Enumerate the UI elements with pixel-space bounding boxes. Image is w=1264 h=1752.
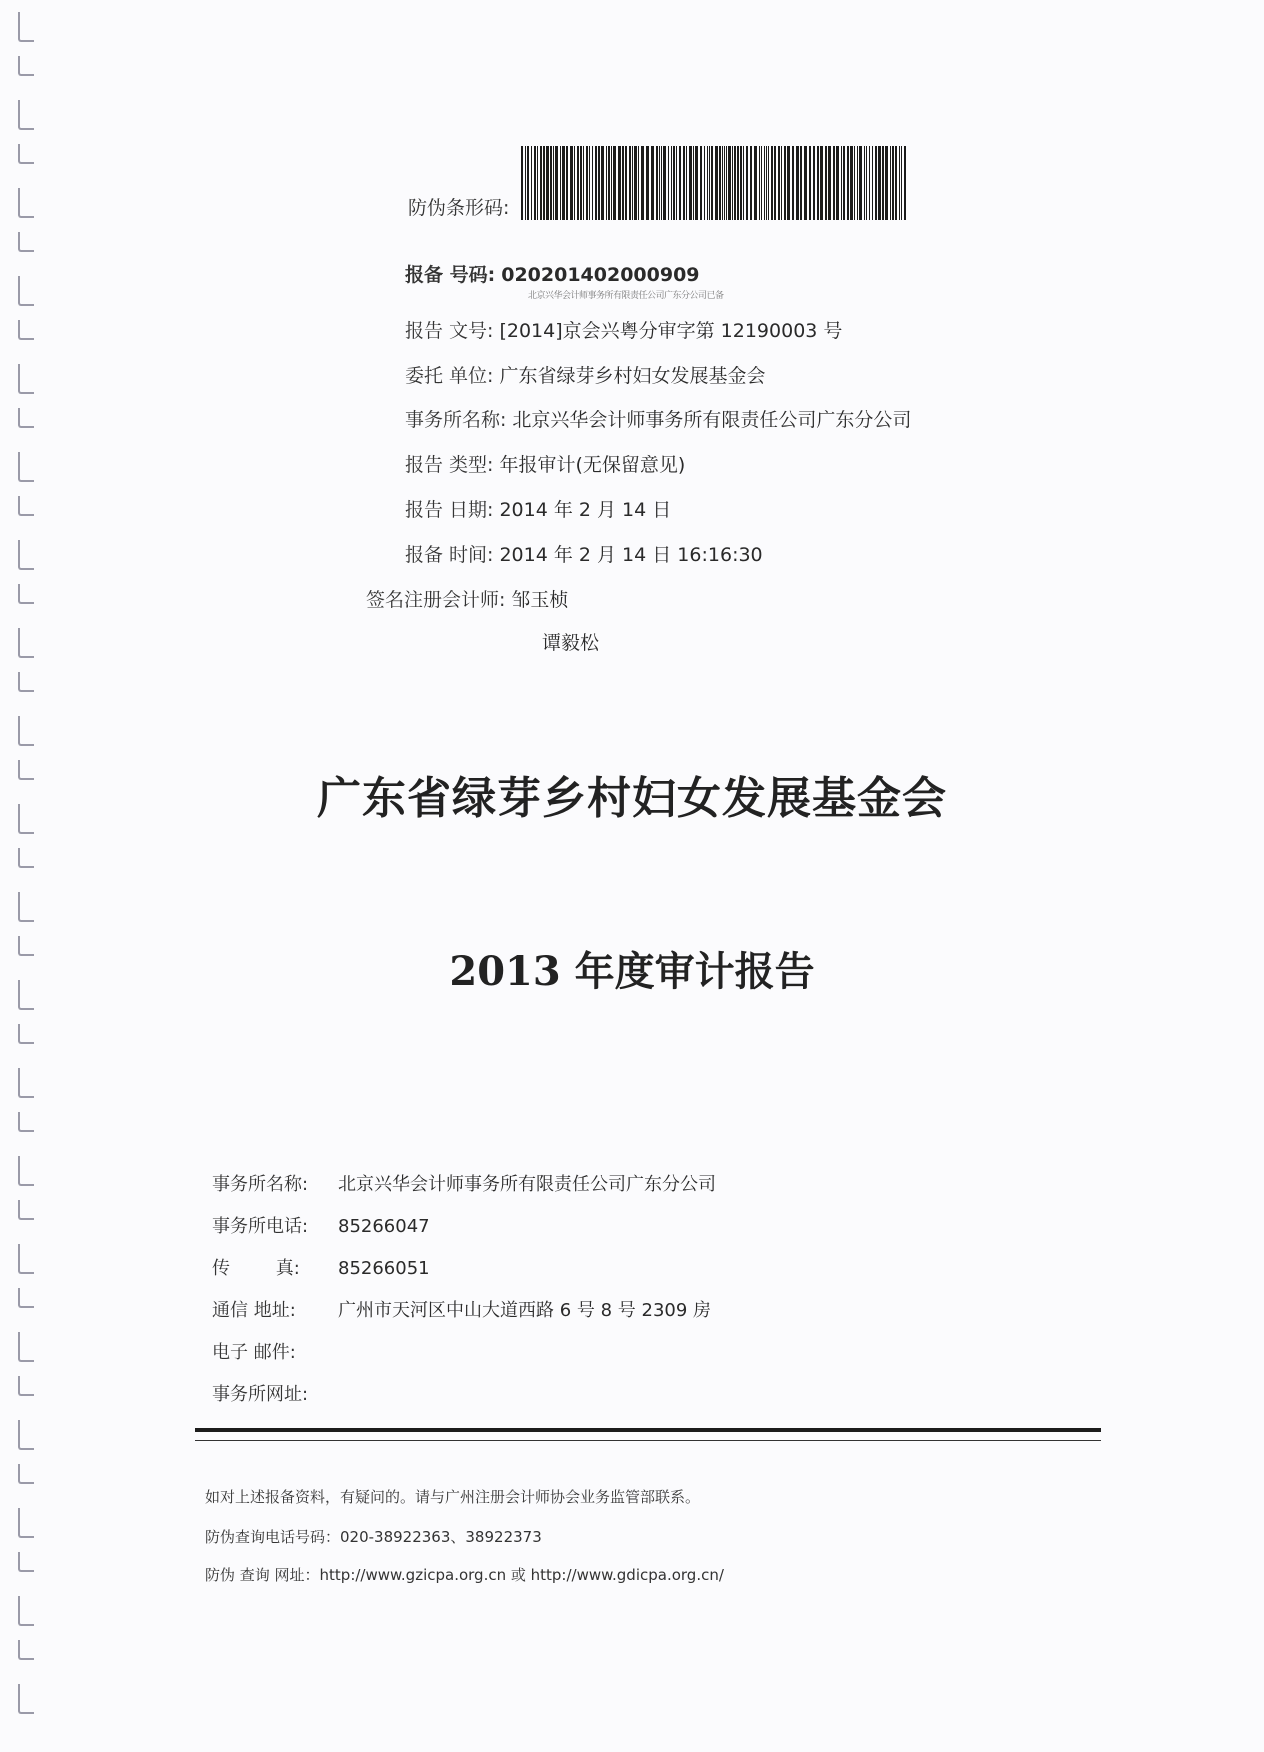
binding-hole	[18, 1420, 34, 1450]
barcode-bar	[580, 146, 582, 220]
barcode-bar	[651, 146, 654, 220]
contact-email-label: 电子 邮件:	[212, 1342, 296, 1363]
barcode-bar	[737, 146, 739, 220]
contact-phone-row	[212, 1212, 430, 1238]
barcode-bar	[754, 146, 757, 220]
contact-fax-label: 传 真:	[212, 1258, 300, 1279]
barcode-bar	[553, 146, 554, 220]
binding-hole	[18, 716, 34, 746]
binding-hole	[18, 1376, 34, 1396]
barcode-bar	[715, 146, 718, 220]
report-type-value: 年报审计(无保留意见)	[499, 454, 686, 476]
barcode-bar	[766, 146, 767, 220]
barcode-bar	[828, 146, 831, 220]
barcode-bar	[683, 146, 685, 220]
barcode-bar	[622, 146, 624, 220]
barcode-bar	[618, 146, 621, 220]
barcode-bar	[632, 146, 633, 220]
binding-hole	[18, 1068, 34, 1098]
binding-hole	[18, 188, 34, 218]
barcode-bar	[882, 146, 884, 220]
barcode-bar	[663, 146, 666, 220]
barcode-bar	[885, 146, 888, 220]
barcode-bar	[854, 146, 855, 220]
barcode-bar	[707, 146, 708, 220]
barcode-bar	[869, 146, 870, 220]
barcode-image	[519, 146, 909, 220]
contact-fax-value: 85266051	[338, 1258, 430, 1279]
contact-address-value: 广州市天河区中山大道西路 6 号 8 号 2309 房	[338, 1300, 712, 1321]
barcode-bar	[525, 146, 526, 220]
barcode-bar	[560, 146, 561, 220]
filing-number-row	[405, 260, 700, 287]
contact-firm-row	[212, 1170, 716, 1196]
barcode-bar	[768, 146, 769, 220]
report-number-value: [2014]京会兴粤分审字第 12190003 号	[499, 320, 843, 342]
barcode-bar	[577, 146, 579, 220]
signatory-2-row	[536, 628, 599, 655]
barcode-bar	[796, 146, 799, 220]
report-date-value: 2014 年 2 月 14 日	[499, 499, 672, 521]
barcode-bar	[709, 146, 710, 220]
barcode-bar	[671, 146, 672, 220]
divider-thin	[195, 1440, 1101, 1441]
filing-number-value: 020201402000909	[501, 264, 700, 286]
barcode-bar	[656, 146, 658, 220]
filing-number-label: 报备 号码:	[405, 264, 496, 286]
report-type-label: 报告 类型:	[405, 454, 494, 476]
binding-hole	[18, 408, 34, 428]
report-title: 2013 年度审计报告	[449, 948, 815, 995]
client-row	[405, 361, 765, 388]
report-number-row	[405, 316, 842, 343]
barcode-bar	[833, 146, 835, 220]
barcode-bar	[866, 146, 867, 220]
barcode-bar	[540, 146, 542, 220]
barcode-bar	[774, 146, 776, 220]
barcode-bar	[562, 146, 565, 220]
barcode-bar	[634, 146, 637, 220]
barcode-bar	[784, 146, 786, 220]
barcode-bar	[668, 146, 669, 220]
binding-hole	[18, 364, 34, 394]
signatory-1: 邹玉桢	[511, 589, 569, 611]
contact-firm-value: 北京兴华会计师事务所有限责任公司广东分公司	[338, 1174, 716, 1195]
barcode-bar	[625, 146, 627, 220]
binding-hole	[18, 848, 34, 868]
barcode-bar	[629, 146, 631, 220]
binding-hole	[18, 1200, 34, 1220]
binding-hole	[18, 144, 34, 164]
barcode-bar	[787, 146, 790, 220]
barcode-bar	[817, 146, 819, 220]
barcode-bar	[570, 146, 573, 220]
barcode-bar	[771, 146, 773, 220]
barcode-bar	[781, 146, 782, 220]
firm-name-value: 北京兴华会计师事务所有限责任公司广东分公司	[512, 409, 912, 431]
barcode-bar	[711, 146, 713, 220]
binding-hole	[18, 1684, 34, 1714]
barcode-bar	[740, 146, 742, 220]
binding-hole	[18, 672, 34, 692]
report-number-label: 报告 文号:	[405, 320, 494, 342]
contact-website-label: 事务所网址:	[212, 1384, 309, 1405]
binding-hole	[18, 1288, 34, 1308]
firm-name-label: 事务所名称:	[405, 409, 507, 431]
firm-name-row	[405, 405, 911, 432]
barcode-bar	[555, 146, 558, 220]
binding-hole	[18, 1024, 34, 1044]
binding-hole	[18, 1508, 34, 1538]
binding-holes	[18, 0, 38, 1752]
barcode-bar	[531, 146, 532, 220]
binding-hole	[18, 1464, 34, 1484]
report-type-row	[405, 450, 685, 477]
barcode-bar	[746, 146, 748, 220]
barcode-bar	[820, 146, 823, 220]
binding-hole	[18, 232, 34, 252]
filing-time-label: 报备 时间:	[405, 544, 494, 566]
binding-hole	[18, 584, 34, 604]
filing-time-row	[405, 540, 763, 567]
barcode-bar	[734, 146, 736, 220]
barcode-bar	[546, 146, 549, 220]
barcode-bar	[595, 146, 597, 220]
binding-hole	[18, 892, 34, 922]
barcode-bar	[864, 146, 865, 220]
signatories-row	[366, 585, 568, 612]
barcode-bar	[606, 146, 607, 220]
binding-hole	[18, 628, 34, 658]
barcode-bar	[641, 146, 644, 220]
barcode-bar	[693, 146, 694, 220]
barcode-bar	[586, 146, 588, 220]
client-value: 广东省绿芽乡村妇女发展基金会	[499, 365, 766, 387]
barcode-bar	[566, 146, 568, 220]
binding-hole	[18, 1332, 34, 1362]
barcode-bar	[676, 146, 677, 220]
binding-hole	[18, 452, 34, 482]
report-date-label: 报告 日期:	[405, 499, 494, 521]
barcode-bar	[686, 146, 687, 220]
barcode-bar	[895, 146, 897, 220]
barcode-bar	[689, 146, 692, 220]
barcode-bar	[778, 146, 780, 220]
binding-hole	[18, 540, 34, 570]
barcode-bar	[899, 146, 900, 220]
barcode-bar	[850, 146, 853, 220]
barcode-bar	[813, 146, 815, 220]
barcode-bar	[537, 146, 538, 220]
filing-time-value: 2014 年 2 月 14 日 16:16:30	[499, 544, 763, 566]
binding-hole	[18, 1156, 34, 1186]
barcode-bar	[847, 146, 849, 220]
signatories-label: 签名注册会计师:	[366, 589, 506, 611]
binding-hole	[18, 276, 34, 306]
contact-address-label: 通信 地址:	[212, 1300, 296, 1321]
barcode-bar	[613, 146, 616, 220]
barcode-bar	[726, 146, 727, 220]
contact-website-row	[212, 1380, 338, 1406]
barcode-bar	[583, 146, 584, 220]
binding-hole	[18, 1552, 34, 1572]
barcode-bar	[521, 146, 523, 220]
barcode-bar	[724, 146, 725, 220]
barcode-bar	[841, 146, 842, 220]
barcode-bar	[759, 146, 760, 220]
footer-inquiry-note: 如对上述报备资料，有疑问的。请与广州注册会计师协会业务监管部联系。	[205, 1488, 701, 1506]
barcode-bar	[892, 146, 894, 220]
barcode-bar	[673, 146, 675, 220]
barcode-bar	[700, 146, 702, 220]
barcode-bar	[608, 146, 610, 220]
barcode-bar	[875, 146, 877, 220]
barcode-bar	[804, 146, 807, 220]
barcode-bar	[857, 146, 858, 220]
barcode-row	[408, 146, 909, 220]
barcode-bar	[732, 146, 733, 220]
barcode-bar	[792, 146, 794, 220]
binding-hole	[18, 12, 34, 42]
barcode-bar	[825, 146, 827, 220]
contact-firm-label: 事务所名称:	[212, 1174, 309, 1195]
contact-fax-row	[212, 1254, 430, 1280]
barcode-bar	[704, 146, 705, 220]
barcode-bar	[843, 146, 845, 220]
footer-website: 防伪 查询 网址：http://www.gzicpa.org.cn 或 http://www.gdicpa.org.cn/	[205, 1566, 724, 1584]
barcode-bar	[878, 146, 881, 220]
barcode-bar	[890, 146, 891, 220]
client-label: 委托 单位:	[405, 365, 494, 387]
barcode-bar	[836, 146, 839, 220]
barcode-bar	[719, 146, 721, 220]
barcode-bar	[904, 146, 906, 220]
contact-email-row	[212, 1338, 338, 1364]
barcode-bar	[679, 146, 681, 220]
signatory-2: 谭毅松	[542, 632, 600, 654]
barcode-bar	[901, 146, 902, 220]
barcode-bar	[646, 146, 649, 220]
barcode-bar	[728, 146, 731, 220]
barcode-bar	[527, 146, 529, 220]
barcode-bar	[574, 146, 575, 220]
barcode-bar	[589, 146, 590, 220]
contact-phone-label: 事务所电话:	[212, 1216, 309, 1237]
footer-phone: 防伪查询电话号码：020-38922363、38922373	[205, 1528, 542, 1546]
barcode-bar	[722, 146, 723, 220]
barcode-bar	[872, 146, 873, 220]
barcode-bar	[534, 146, 536, 220]
barcode-bar	[550, 146, 552, 220]
barcode-bar	[659, 146, 660, 220]
binding-hole	[18, 100, 34, 130]
divider-thick	[195, 1428, 1101, 1432]
contact-phone-value: 85266047	[338, 1216, 430, 1237]
contact-address-row	[212, 1296, 711, 1322]
barcode-label: 防伪条形码:	[408, 197, 510, 219]
binding-hole	[18, 320, 34, 340]
barcode-bar	[800, 146, 802, 220]
barcode-bar	[638, 146, 639, 220]
filing-stamp-note: 北京兴华会计师事务所有限责任公司广东分公司已备	[528, 291, 724, 301]
barcode-bar	[761, 146, 762, 220]
barcode-bar	[764, 146, 765, 220]
barcode-bar	[601, 146, 604, 220]
barcode-bar	[598, 146, 600, 220]
organization-title: 广东省绿芽乡村妇女发展基金会	[317, 773, 947, 824]
binding-hole	[18, 1244, 34, 1274]
binding-hole	[18, 56, 34, 76]
barcode-bar	[695, 146, 698, 220]
barcode-bar	[809, 146, 811, 220]
binding-hole	[18, 1596, 34, 1626]
barcode-bar	[592, 146, 593, 220]
barcode-bar	[743, 146, 744, 220]
binding-hole	[18, 496, 34, 516]
barcode-bar	[611, 146, 612, 220]
report-date-row	[405, 495, 671, 522]
binding-hole	[18, 1640, 34, 1660]
barcode-bar	[543, 146, 545, 220]
barcode-bar	[859, 146, 862, 220]
barcode-bar	[750, 146, 752, 220]
barcode-bar	[661, 146, 662, 220]
binding-hole	[18, 1112, 34, 1132]
